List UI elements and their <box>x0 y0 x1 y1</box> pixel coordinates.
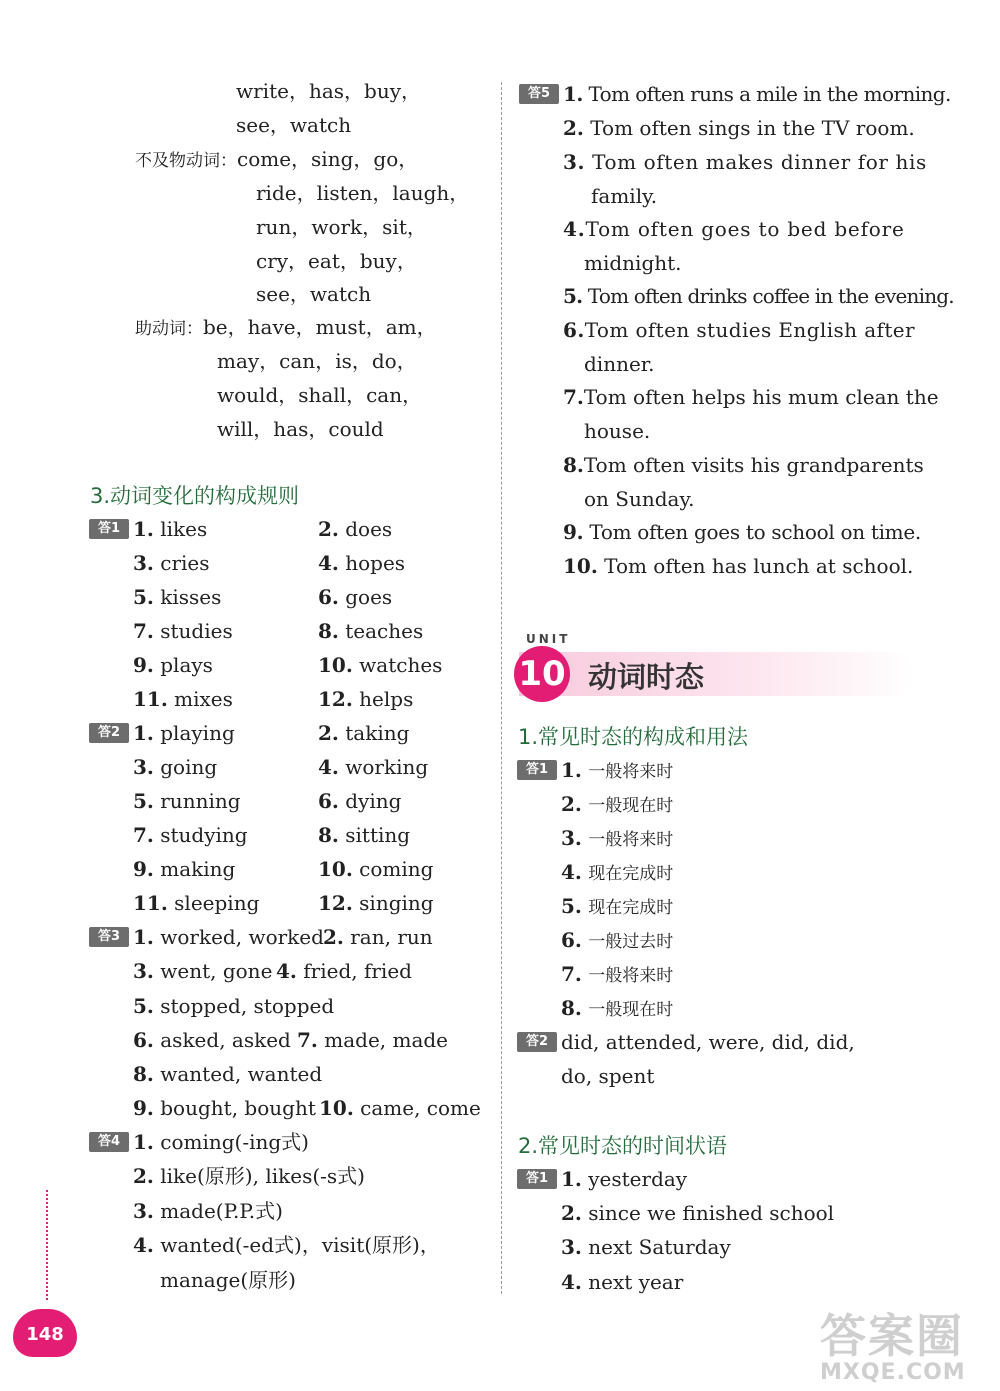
answer-tag: 答4 <box>89 1132 129 1152</box>
answer-item: 8. teaches <box>318 619 424 643</box>
answer-item: 4. 现在完成时 <box>561 860 674 884</box>
watermark-text: 答案圈 <box>820 1309 964 1363</box>
answer-tag: 答1 <box>89 519 129 539</box>
answer-item: 7.Tom often helps his mum clean the <box>563 385 939 409</box>
answer-item: 3. next Saturday <box>561 1235 731 1259</box>
answer-item: 1. likes <box>133 517 208 541</box>
answer-item: 8. wanted, wanted <box>133 1062 323 1086</box>
cont-line: would，shall，can， <box>217 383 423 407</box>
answer-item: 5. running <box>133 789 241 813</box>
cont-line: 不及物动词：come，sing，go， <box>135 147 419 171</box>
answer-item: 1. worked, worked <box>133 925 324 949</box>
answer-item: 1. coming(-ing式) <box>133 1130 309 1154</box>
answer-item: do, spent <box>561 1064 655 1088</box>
answer-item: 7. studying <box>133 823 248 847</box>
unit-number-badge: 10 <box>514 646 570 702</box>
answer-item: 12. singing <box>318 891 434 915</box>
answer-item: 4.Tom often goes to bed before <box>563 217 905 241</box>
answer-item: 3. Tom often makes dinner for his <box>563 150 927 174</box>
cont-line: will，has，could <box>217 417 384 441</box>
answer-item: 5. Tom often drinks coffee in the evening. <box>563 284 954 308</box>
answer-item: 4. fried, fried <box>276 959 412 983</box>
answer-item: 3. 一般将来时 <box>561 826 674 850</box>
answer-item: on Sunday. <box>584 487 695 511</box>
page-number: 148 <box>13 1309 77 1357</box>
answer-tag: 答2 <box>517 1032 557 1052</box>
answer-item: 3. cries <box>133 551 210 575</box>
unit-label: UNIT <box>526 632 571 646</box>
cont-line: ride，listen，laugh， <box>256 181 470 205</box>
cont-line: write，has，buy， <box>236 79 421 103</box>
answer-item: 1. Tom often runs a mile in the morning. <box>563 82 951 106</box>
answer-item: did, attended, were, did, did, <box>561 1030 855 1054</box>
answer-item: 1. playing <box>133 721 235 745</box>
answer-item: 9. Tom often goes to school on time. <box>563 520 921 544</box>
answer-item: 2. since we finished school <box>561 1201 835 1225</box>
answer-item: 11. sleeping <box>133 891 260 915</box>
answer-tag: 答1 <box>517 1169 557 1189</box>
answer-item: manage(原形) <box>160 1268 296 1292</box>
answer-item: 10. came, come <box>319 1096 481 1120</box>
section-title: 1.常见时态的构成和用法 <box>518 725 749 749</box>
answer-tag: 答2 <box>89 723 129 743</box>
watermark <box>820 1300 990 1385</box>
answer-item: 2. Tom often sings in the TV room. <box>563 116 915 140</box>
answer-item: family. <box>591 184 658 208</box>
answer-item: 7. made, made <box>297 1028 449 1052</box>
section-title: 2.常见时态的时间状语 <box>518 1134 728 1158</box>
section-title: 3.动词变化的构成规则 <box>90 484 300 508</box>
answer-item: 3. went, gone <box>133 959 273 983</box>
cont-line: see，watch <box>256 282 372 306</box>
answer-item: 5. kisses <box>133 585 222 609</box>
answer-item: 3. going <box>133 755 218 779</box>
answer-item: 4. hopes <box>318 551 406 575</box>
answer-item: 12. helps <box>318 687 414 711</box>
answer-tag: 答5 <box>519 84 559 104</box>
page-dotted-line <box>46 1190 48 1300</box>
answer-item: 10. watches <box>318 653 443 677</box>
answer-item: 8. sitting <box>318 823 411 847</box>
answer-item: 7. studies <box>133 619 233 643</box>
answer-item: dinner. <box>584 352 655 376</box>
answer-item: 9. plays <box>133 653 213 677</box>
answer-item: 7. 一般将来时 <box>561 962 674 986</box>
answer-item: 1. 一般将来时 <box>561 758 674 782</box>
answer-item: 6. goes <box>318 585 393 609</box>
answer-item: 5. stopped, stopped <box>133 994 335 1018</box>
cont-line: run，work，sit， <box>256 215 427 239</box>
answer-item: 1. yesterday <box>561 1167 688 1191</box>
answer-item: midnight. <box>584 251 682 275</box>
answer-item: 8. 一般现在时 <box>561 996 674 1020</box>
answer-item: 2. does <box>318 517 393 541</box>
cont-line: cry，eat，buy， <box>256 249 417 273</box>
answer-item: 2. like(原形), likes(-s式) <box>133 1164 365 1188</box>
answer-tag: 答1 <box>517 760 557 780</box>
column-divider <box>501 82 502 1294</box>
answer-item: 6. asked, asked <box>133 1028 291 1052</box>
answer-item: 4. wanted(-ed式)，visit(原形)， <box>133 1233 440 1257</box>
unit-banner <box>519 652 914 696</box>
answer-item: 4. working <box>318 755 429 779</box>
answer-item: 6. dying <box>318 789 402 813</box>
answer-item: 3. made(P.P.式) <box>133 1199 283 1223</box>
answer-item: 10. Tom often has lunch at school. <box>563 554 914 578</box>
answer-item: 5. 现在完成时 <box>561 894 674 918</box>
cont-line: may，can，is，do， <box>217 349 417 373</box>
answer-item: 6. 一般过去时 <box>561 928 674 952</box>
answer-item: 4. next year <box>561 1270 684 1294</box>
answer-item: 10. coming <box>318 857 434 881</box>
answer-item: 2. ran, run <box>323 925 433 949</box>
answer-item: 11. mixes <box>133 687 233 711</box>
answer-item: 9. making <box>133 857 236 881</box>
answer-item: 2. taking <box>318 721 410 745</box>
answer-item: house. <box>584 419 651 443</box>
answer-item: 2. 一般现在时 <box>561 792 674 816</box>
answer-item: 9. bought, bought <box>133 1096 316 1120</box>
cont-line: 助动词：be，have，must，am， <box>135 315 437 339</box>
answer-tag: 答3 <box>89 927 129 947</box>
answer-item: 6.Tom often studies English after <box>563 318 915 342</box>
answer-item: 8.Tom often visits his grandparents <box>563 453 924 477</box>
cont-line: see，watch <box>236 113 352 137</box>
unit-title: 动词时态 <box>588 660 705 694</box>
watermark-url: MXQE.COM <box>820 1360 966 1385</box>
